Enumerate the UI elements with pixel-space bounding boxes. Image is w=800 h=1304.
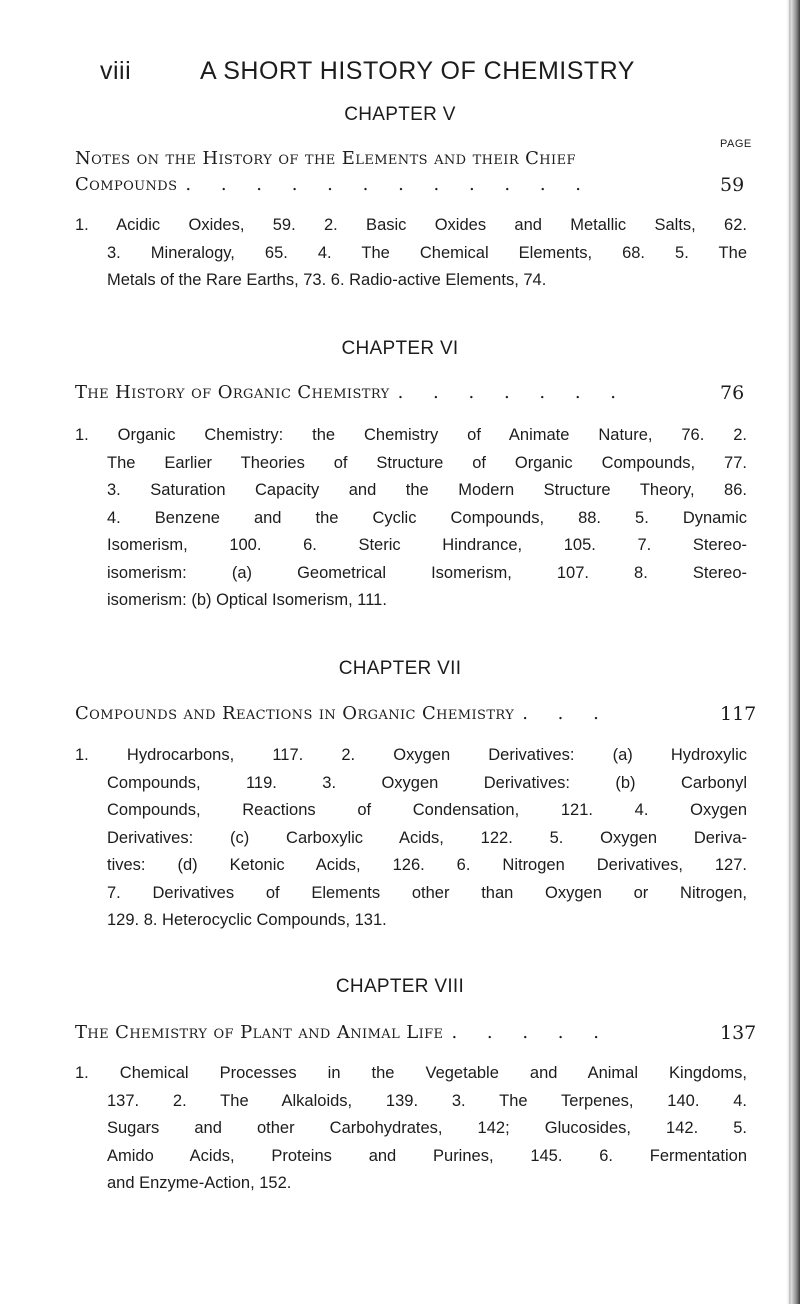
chapter-heading: CHAPTER VIII [335,976,465,997]
chapter-heading: CHAPTER V [344,104,456,125]
chapter-title-line: The Chemistry of Plant and Animal Life [75,1022,444,1043]
section-list [75,742,747,935]
chapter-title-line: Compounds and Reactions in Organic Chemistry [75,703,515,724]
chapter-page-number: 59 [720,174,745,196]
section-line: Compounds, Reactions of Condensation, 121. 4. Oxygen [107,801,747,819]
chapter-page-number: 76 [720,382,745,404]
section-line: 1. Acidic Oxides, 59. 2. Basic Oxides and Metallic Salts, 62. [75,216,747,234]
section-line: Isomerism, 100. 6. Steric Hindrance, 105. 7. Stereo- [107,536,747,554]
section-line: Compounds, 119. 3. Oxygen Derivatives: (b) Carbonyl [107,773,747,792]
section-line: Sugars and other Carbohydrates, 142; Glucosides, 142. 5. [107,1119,747,1137]
chapter-title-continued [75,172,745,198]
section-line: isomerism: (b) Optical Isomerism, 111. [107,591,387,609]
page-folio: viii [100,57,132,85]
section-line: Derivatives: (c) Carboxylic Acids, 122. 5. Oxygen Deriva- [107,828,747,847]
chapter-title [75,146,745,172]
section-line: Metals of the Rare Earths, 73. 6. Radio-active Elements, 74. [107,271,547,289]
chapter-heading: CHAPTER VI [341,338,459,359]
running-head [100,57,720,91]
section-line: 1. Chemical Processes in the Vegetable and Animal Kingdoms, [75,1064,747,1082]
section-line: 3. Mineralogy, 65. 4. The Chemical Elements, 68. 5. The [107,243,747,262]
chapter-title-line: The History of Organic Chemistry [75,382,390,403]
chapter-title-line: Compounds [75,174,178,195]
chapter-title [75,380,745,406]
section-list [75,422,747,615]
page-column-label: PAGE [720,138,752,150]
leader-dots: . . . [522,703,611,724]
section-list [75,212,747,295]
section-line: 4. Benzene and the Cyclic Compounds, 88. 5. Dynamic [107,508,747,527]
section-line: 7. Derivatives of Elements other than Oxygen or Nitrogen, [107,883,747,902]
page-edge-shadow [786,0,800,1304]
section-line: The Earlier Theories of Structure of Organic Compounds, 77. [107,453,747,472]
section-line: tives: (d) Ketonic Acids, 126. 6. Nitrogen Derivatives, 127. [107,856,747,874]
section-line: 1. Organic Chemistry: the Chemistry of Animate Nature, 76. 2. [75,426,747,444]
chapter-title-line: Notes on the History of the Elements and their Chief [75,148,576,169]
chapter-page-number: 117 [720,703,757,725]
section-list [75,1060,747,1198]
leader-dots: . . . . . . . . . . . . [185,174,594,195]
chapter-page-number: 137 [720,1022,757,1044]
section-line: 3. Saturation Capacity and the Modern Structure Theory, 86. [107,481,747,499]
leader-dots: . . . . . [451,1022,611,1043]
chapter-title [75,1020,745,1046]
chapter-title [75,701,745,727]
section-line: and Enzyme-Action, 152. [107,1174,292,1192]
section-line: 137. 2. The Alkaloids, 139. 3. The Terpenes, 140. 4. [107,1091,747,1110]
leader-dots: . . . . . . . [397,382,628,403]
chapter-heading: CHAPTER VII [338,658,462,679]
section-line: 129. 8. Heterocyclic Compounds, 131. [107,911,387,929]
section-line: 1. Hydrocarbons, 117. 2. Oxygen Derivatives: (a) Hydroxylic [75,746,747,764]
section-line: isomerism: (a) Geometrical Isomerism, 107. 8. Stereo- [107,563,747,582]
book-title: A SHORT HISTORY OF CHEMISTRY [200,57,635,85]
section-line: Amido Acids, Proteins and Purines, 145. 6. Fermentation [107,1146,747,1165]
